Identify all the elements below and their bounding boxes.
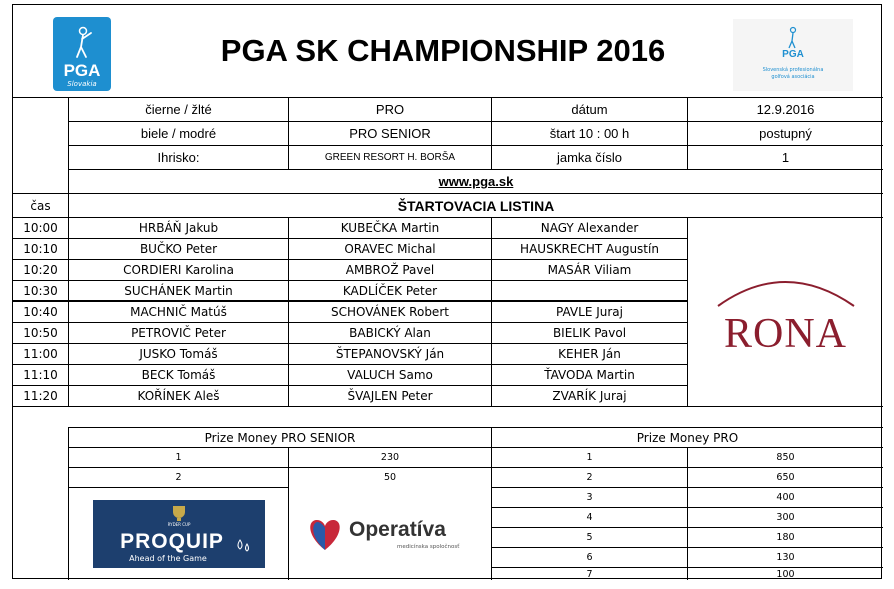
- senior-place-cell: 2: [175, 472, 182, 483]
- pga-slovakia-logo: [53, 17, 111, 91]
- info-hole-label: jamka číslo: [556, 150, 623, 165]
- player-1-cell: CORDIERI Karolina: [123, 263, 234, 277]
- pga-logo-text: PGA: [63, 61, 101, 80]
- player-1-cell: PETROVIČ Peter: [131, 326, 226, 340]
- info-course-value: GREEN RESORT H. BORŠA: [324, 152, 456, 163]
- player-1-cell: HRBÁŇ Jakub: [138, 221, 219, 235]
- player-1-cell: MACHNIČ Matúš: [130, 305, 227, 319]
- player-3-cell: ZVARÍK Juraj: [552, 389, 627, 403]
- player-1-cell: JUSKO Tomáš: [139, 347, 218, 361]
- website-link[interactable]: www.pga.sk: [438, 174, 514, 189]
- rona-logo-text: RONA: [723, 311, 847, 357]
- time-cell: 10:40: [23, 305, 58, 319]
- info-date-value: 12.9.2016: [756, 102, 815, 117]
- player-3-cell: ŤAVODA Martin: [544, 368, 635, 382]
- prize-senior-title: Prize Money PRO SENIOR: [204, 430, 356, 445]
- start-sheet: [12, 4, 882, 579]
- player-3-cell: KEHER Ján: [558, 347, 621, 361]
- info-category-senior: PRO SENIOR: [349, 126, 431, 141]
- operativa-name: Operatíva: [349, 518, 446, 541]
- pro-amount-cell: 400: [776, 492, 795, 503]
- proquip-logo: [93, 500, 265, 568]
- time-cell: 11:00: [23, 347, 58, 361]
- ryder-cup-label: RYDER CUP: [167, 522, 191, 527]
- player-2-cell: ŠVAJLEN Peter: [347, 389, 433, 403]
- info-course-label: Ihrisko:: [157, 150, 200, 165]
- time-cell: 10:10: [23, 242, 58, 256]
- empty-slot-outline: [13, 280, 687, 301]
- player-2-cell: ORAVEC Michal: [344, 242, 436, 256]
- time-cell: 11:20: [23, 389, 58, 403]
- pga-logo-sub: Slovakia: [67, 80, 97, 88]
- startlist-title: ŠTARTOVACIA LISTINA: [397, 197, 555, 214]
- pro-place-cell: 3: [586, 492, 593, 503]
- player-2-cell: SCHOVÁNEK Robert: [331, 305, 449, 319]
- proquip-name: PROQUIP: [120, 530, 224, 553]
- proquip-tagline: Ahead of the Game: [129, 554, 207, 563]
- trophy-icon: [93, 502, 265, 524]
- player-2-cell: VALUCH Samo: [347, 368, 433, 382]
- player-1-cell: SUCHÁNEK Martin: [124, 284, 233, 298]
- rona-logo: [688, 218, 883, 406]
- pro-place-cell: 1: [586, 452, 593, 463]
- player-2-cell: KADLÍČEK Peter: [342, 284, 438, 298]
- info-start-type: postupný: [759, 126, 812, 141]
- info-category-pro: PRO: [375, 102, 405, 117]
- player-2-cell: ŠTEPANOVSKÝ Ján: [335, 347, 445, 361]
- pro-place-cell: 2: [586, 472, 593, 483]
- pro-amount-cell: 650: [776, 472, 795, 483]
- player-3-cell: NAGY Alexander: [540, 221, 639, 235]
- player-2-cell: KUBEČKA Martin: [340, 221, 440, 235]
- info-hole-value: 1: [781, 150, 790, 165]
- pro-amount-cell: 100: [776, 568, 795, 580]
- info-start-label: štart 10 : 00 h: [549, 126, 630, 141]
- player-3-cell: PAVLE Juraj: [556, 305, 623, 319]
- time-cell: 10:30: [23, 284, 58, 298]
- time-cell: 10:00: [23, 221, 58, 235]
- pga-association-logo: [733, 19, 853, 91]
- senior-amount-cell: 50: [383, 472, 397, 483]
- player-3-cell: BIELIK Pavol: [552, 326, 627, 340]
- pro-amount-cell: 300: [776, 512, 795, 523]
- senior-amount-cell: 230: [380, 452, 400, 463]
- player-1-cell: KOŘÍNEK Aleš: [137, 389, 220, 403]
- pro-amount-cell: 130: [776, 552, 795, 563]
- pro-place-cell: 6: [586, 552, 593, 563]
- time-column-header: čas: [30, 198, 51, 213]
- pro-place-cell: 7: [586, 568, 593, 580]
- player-2-cell: BABICKÝ Alan: [349, 326, 431, 340]
- page-title: PGA SK CHAMPIONSHIP 2016: [220, 33, 666, 68]
- prize-pro-title: Prize Money PRO: [636, 430, 739, 445]
- pro-place-cell: 5: [586, 532, 593, 543]
- player-1-cell: BECK Tomáš: [141, 368, 216, 382]
- info-tee-color-2: biele / modré: [140, 126, 217, 141]
- operativa-logo: [305, 510, 475, 558]
- pro-amount-cell: 180: [776, 532, 795, 543]
- player-1-cell: BUČKO Peter: [139, 242, 218, 256]
- senior-place-cell: 1: [175, 452, 182, 463]
- pro-place-cell: 4: [586, 512, 593, 523]
- heart-icon: [305, 514, 345, 554]
- player-3-cell: HAUSKRECHT Augustín: [520, 242, 659, 256]
- operativa-tagline: medicínska spoločnosť: [397, 544, 460, 550]
- player-2-cell: AMBROŽ Pavel: [345, 263, 435, 277]
- time-cell: 10:50: [23, 326, 58, 340]
- pga-small-sub: Slovenská profesionálna golfová asociácia: [762, 67, 824, 80]
- info-tee-color-1: čierne / žlté: [145, 102, 212, 117]
- time-cell: 11:10: [23, 368, 58, 382]
- water-drops-icon: [235, 536, 255, 556]
- time-cell: 10:20: [23, 263, 58, 277]
- pga-small-text: PGA: [782, 49, 804, 60]
- pro-amount-cell: 850: [776, 452, 795, 463]
- player-3-cell: MASÁR Viliam: [547, 263, 632, 277]
- info-date-label: dátum: [571, 102, 608, 117]
